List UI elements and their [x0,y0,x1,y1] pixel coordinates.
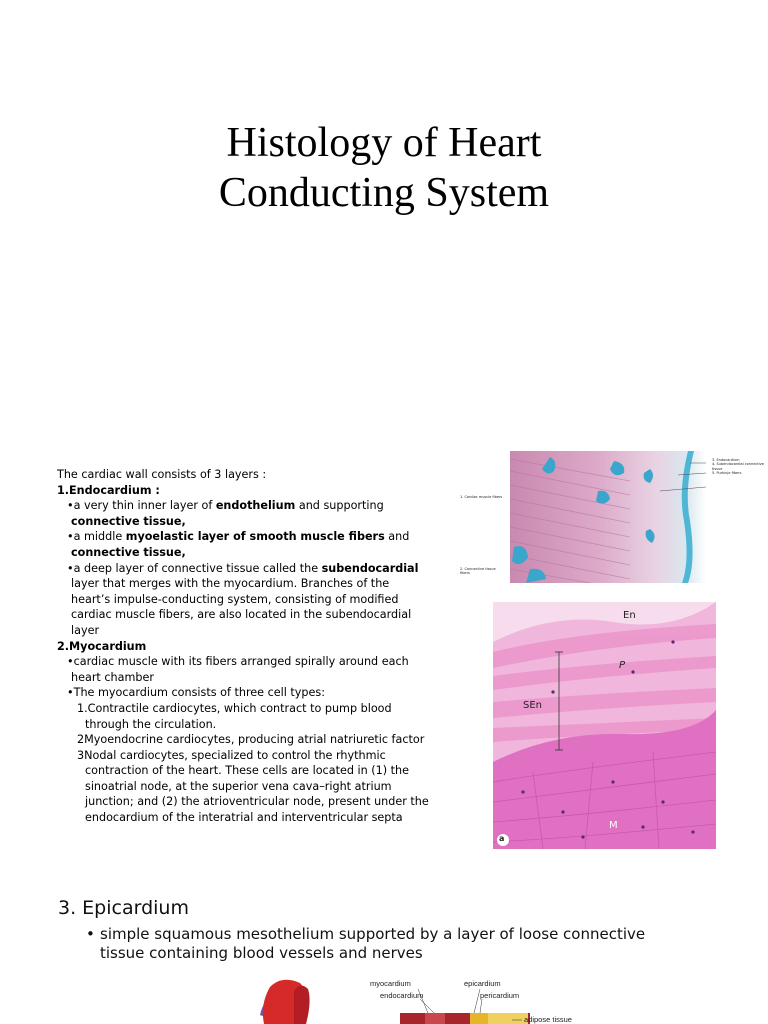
label-pericardium: pericardium [480,991,520,1000]
myo-bullet-1-cont: heart chamber [71,670,154,684]
endo-bullet-2: •a middle myoelastic layer of smooth muscle fibers and [67,530,410,544]
intro-text: The cardiac wall consists of 3 layers : [57,468,267,481]
label-endocardium-diag: endocardium [380,991,424,1000]
myo-item-3-l4: junction; and (2) the atrioventricular node, present under the [85,795,429,809]
title-line-2: Conducting System [218,170,550,216]
myo-item-3-l2: contraction of the heart. These cells are located in (1) the [85,764,410,778]
myo-item-2: 2Myoendocrine cardiocytes, producing atrial natriuretic factor [77,733,425,747]
myocardium-heading: 2.Myocardium [57,639,147,653]
epicardium-line-1: simple squamous mesothelium supported by a layer of loose connective [100,925,646,943]
endo-bullet-3-l2: layer that merges with the myocardium. Branches of the [71,577,390,591]
label-en: En [623,610,636,621]
endo-bullet-1: •a very thin inner layer of endothelium and supporting [67,499,384,513]
epicardium-line-2: tissue containing blood vessels and nerves [100,944,423,962]
label-endocardium: 3. Endocardium [712,458,740,462]
label-purkinje: 5. Purkinje fibers [712,471,742,476]
body-text [57,467,437,826]
histology-image-he [493,602,716,849]
myo-item-3: 3Nodal cardiocytes, specialized to control the rhythmic [77,748,386,762]
epicardium-heading: 3. Epicardium [58,897,189,919]
label-a: a [499,834,505,843]
endo-bullet-3-l5: layer [71,623,100,637]
myo-bullet-2: •The myocardium consists of three cell types: [67,686,326,700]
label-subendocardial: 4. Subendocardial connective tissue [712,462,764,471]
label-adipose: adipose tissue [524,1015,572,1024]
myo-bullet-1: •cardiac muscle with its fibers arranged spirally around each [67,655,409,669]
endocardium-heading: 1.Endocardium : [57,483,160,497]
label-cardiac-muscle: 1. Cardiac muscle fibers [460,495,503,499]
label-sen: SEn [523,700,543,711]
label-p: P [619,660,626,671]
myo-item-3-l5: endocardium of the interatrial and interventricular septa [85,811,403,825]
histology-1-left-label [460,495,504,499]
endo-bullet-3: •a deep layer of connective tissue called the subendocardial [67,561,419,575]
histology-1-left-label-2 [460,567,504,576]
label-connective-tissue: 2. Connective tissue fibers [460,567,496,576]
myo-item-3-l3: sinoatrial node, at the superior vena cava–right atrium [85,779,392,793]
endo-bullet-1-cont: connective tissue, [71,514,186,528]
myo-item-1-cont: through the circulation. [85,717,217,731]
histology-1-right-labels [712,458,768,476]
myo-item-1: 1.Contractile cardiocytes, which contract to pump blood [77,701,392,715]
bullet-dot: • [86,925,95,943]
label-m: M [609,820,618,831]
endo-bullet-2-cont: connective tissue, [71,545,186,559]
endo-bullet-3-l3: heart’s impulse-conducting system, consisting of modified [71,592,399,606]
endo-bullet-3-l4: cardiac muscle fibers, are also located in the subendocardial [71,608,412,622]
heart-wall-diagram [250,975,580,1024]
slide-title [0,118,768,218]
title-line-1: Histology of Heart [226,120,542,166]
label-myocardium: myocardium [370,979,411,988]
label-epicardium: epicardium [464,979,501,988]
epicardium-bullet [86,925,706,963]
histology-image-endocardium [510,451,706,583]
